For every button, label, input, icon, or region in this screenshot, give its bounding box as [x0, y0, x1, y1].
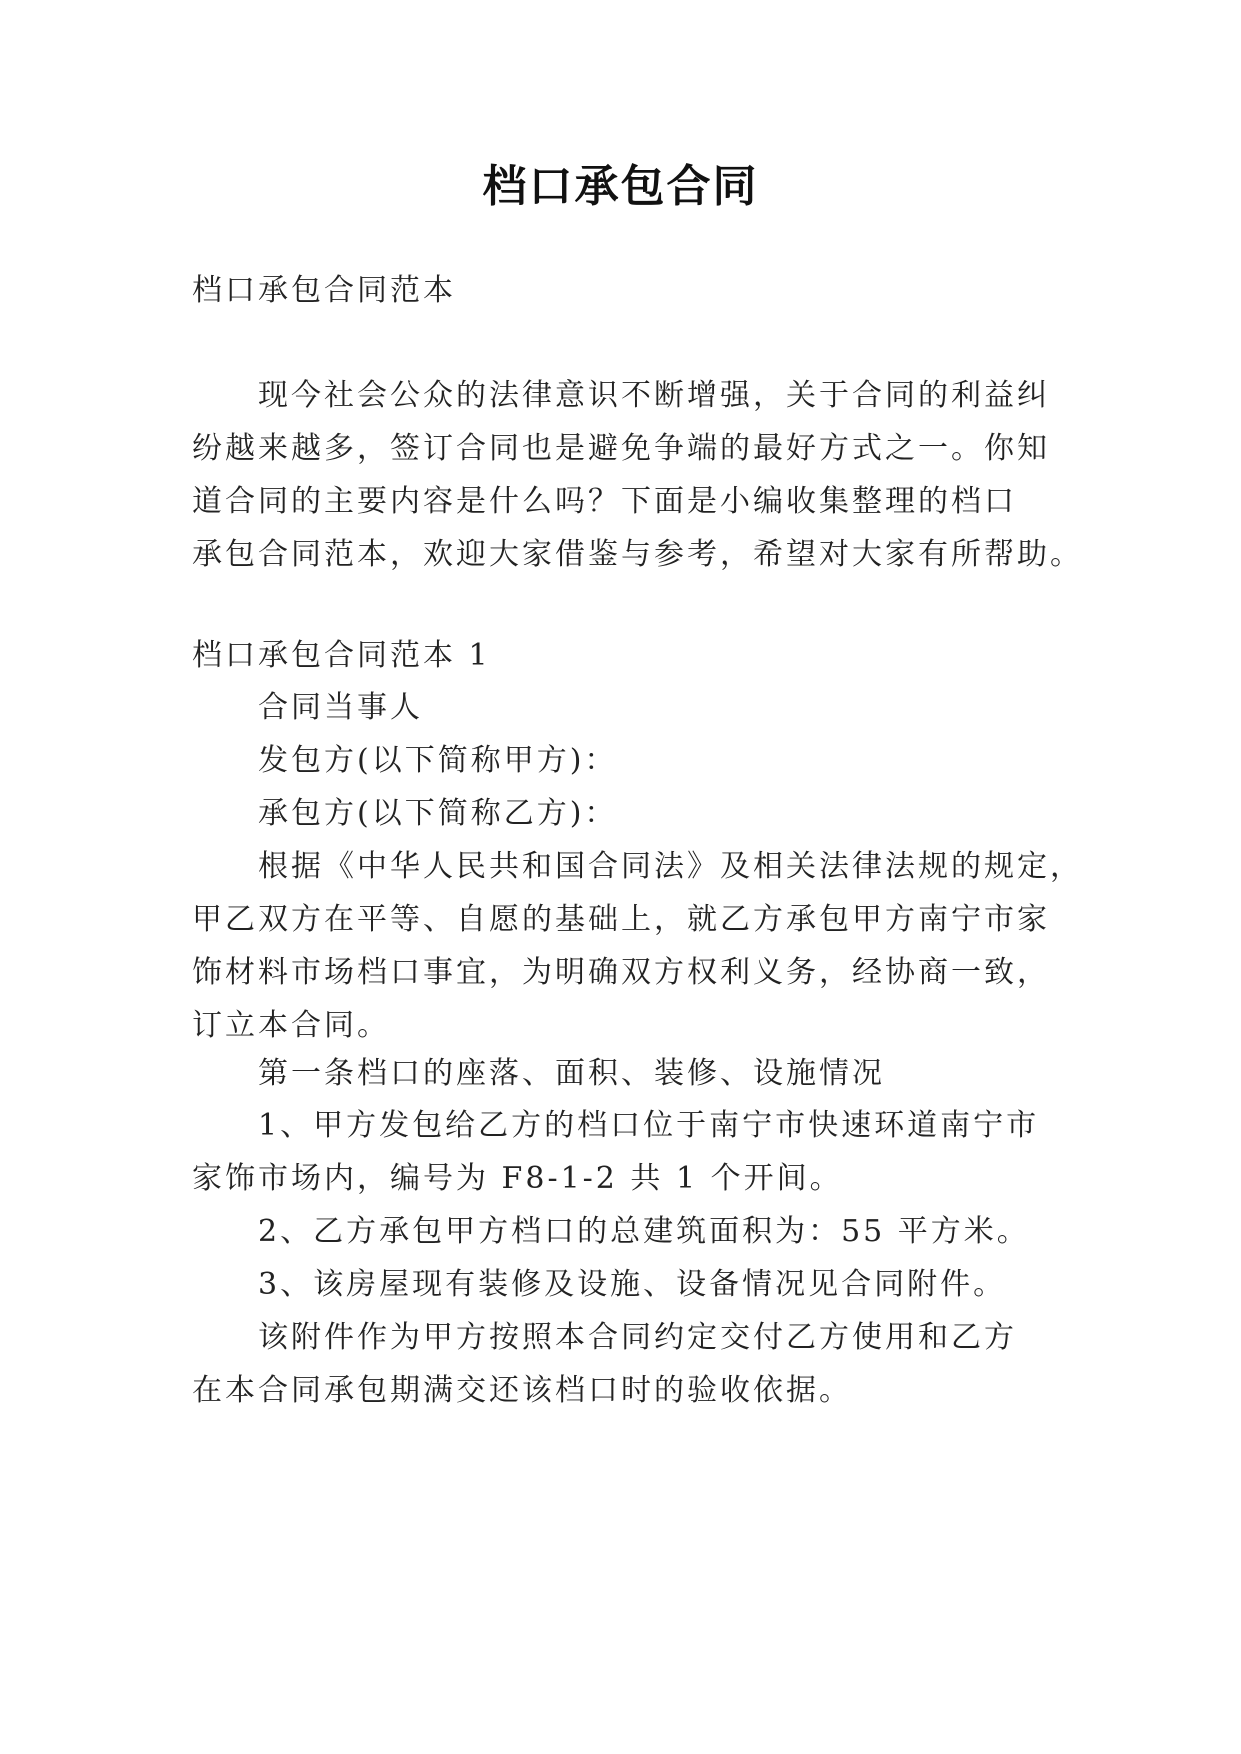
annex-note-line: 该附件作为甲方按照本合同约定交付乙方使用和乙方 [258, 1320, 1017, 1355]
article-1-heading: 第一条档口的座落、面积、装修、设施情况 [258, 1056, 885, 1091]
intro-line: 承包合同范本，欢迎大家借鉴与参考，希望对大家有所帮助。 [192, 537, 1083, 572]
intro-line: 现今社会公众的法律意识不断增强，关于合同的利益纠 [258, 378, 1050, 413]
basis-line: 订立本合同。 [192, 1008, 390, 1043]
intro-line: 道合同的主要内容是什么吗？下面是小编收集整理的档口 [192, 484, 1017, 519]
document-title: 档口承包合同 [482, 161, 759, 212]
section-heading: 档口承包合同范本 1 [192, 638, 491, 673]
basis-line: 饰材料市场档口事宜，为明确双方权利义务，经协商一致， [192, 955, 1050, 990]
party-b-line: 承包方(以下简称乙方)： [258, 796, 618, 831]
clause-1-line: 1、甲方发包给乙方的档口位于南宁市快速环道南宁市 [258, 1108, 1040, 1143]
document-subtitle: 档口承包合同范本 [192, 273, 456, 308]
intro-line: 纷越来越多，签订合同也是避免争端的最好方式之一。你知 [192, 431, 1050, 466]
parties-heading: 合同当事人 [258, 690, 423, 725]
basis-line: 甲乙双方在平等、自愿的基础上，就乙方承包甲方南宁市家 [192, 902, 1050, 937]
annex-note-line: 在本合同承包期满交还该档口时的验收依据。 [192, 1373, 852, 1408]
clause-2-line: 2、乙方承包甲方档口的总建筑面积为：55 平方米。 [258, 1214, 1030, 1249]
clause-3-line: 3、该房屋现有装修及设施、设备情况见合同附件。 [258, 1267, 1007, 1302]
basis-line: 根据《中华人民共和国合同法》及相关法律法规的规定， [258, 849, 1083, 884]
clause-1-line: 家饰市场内，编号为 F8-1-2 共 1 个开间。 [192, 1161, 843, 1196]
party-a-line: 发包方(以下简称甲方)： [258, 743, 618, 778]
